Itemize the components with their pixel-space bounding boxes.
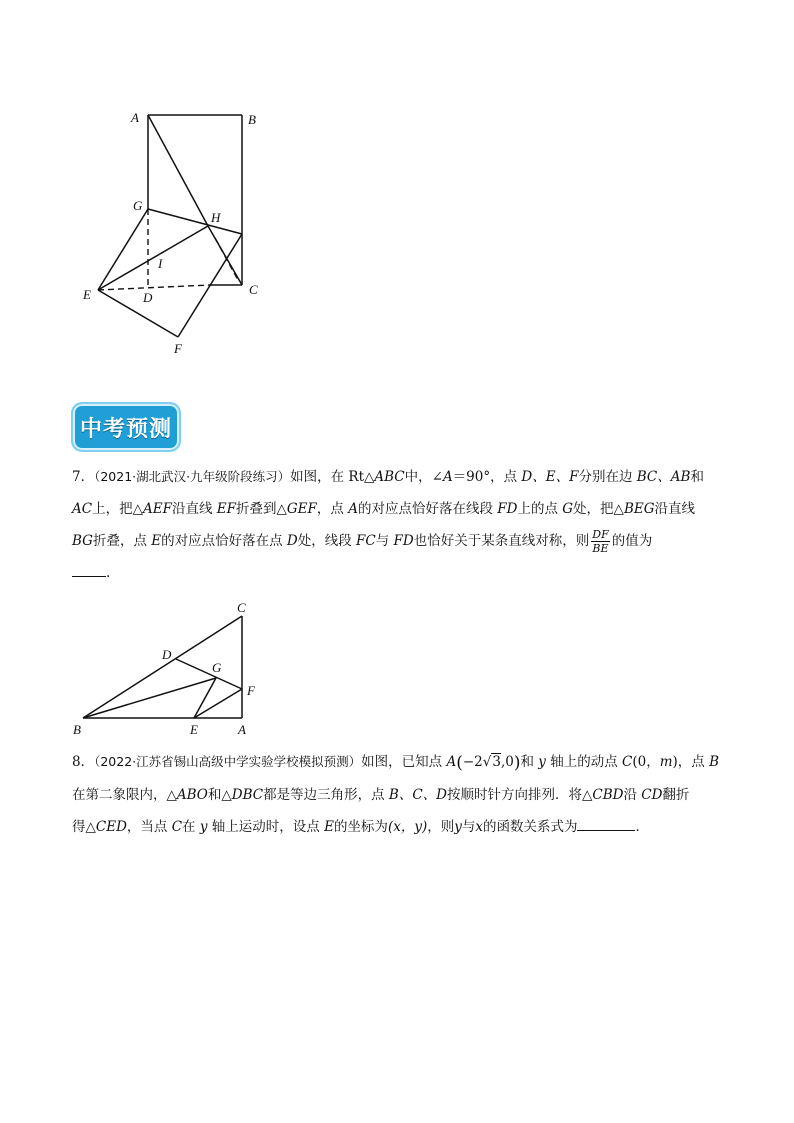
q7-text: 处，线段 (297, 533, 357, 549)
q8-math: ,0 (500, 754, 514, 770)
label-a: A (238, 722, 246, 737)
segment-gh (148, 209, 242, 234)
label-d: D (162, 647, 172, 662)
q7-math: BEG (623, 501, 655, 517)
label-i: I (158, 256, 163, 271)
q7-math: G (562, 501, 574, 517)
q8-text: 的坐标为 (333, 819, 388, 835)
answer-blank (72, 575, 106, 577)
q7-math: E (151, 533, 162, 549)
q8-math: ) (672, 754, 678, 770)
q7-line-1 (72, 461, 722, 493)
q7-text: 也恰好关于某条直线对称，则 (413, 533, 590, 549)
q7-math: BC、AB (636, 469, 691, 485)
q8-text: 得△ (72, 819, 96, 835)
q8-math: 3 (492, 754, 501, 770)
q8-text: ，则 (427, 819, 455, 835)
paren-right: ) (513, 753, 521, 773)
q7-text: 分别在边 (578, 469, 637, 485)
q7-text: 处，把△ (573, 501, 624, 517)
segment-ah (148, 115, 208, 226)
q8-math: −2 (462, 754, 483, 770)
q7-text: . (106, 565, 111, 581)
q8-text: 的函数关系式为 (482, 819, 578, 835)
q8-math: y (454, 819, 462, 835)
q7-text: 的值为 (611, 533, 653, 549)
q7-math: EF (216, 501, 236, 517)
q7-text: 沿直线 (654, 501, 695, 517)
q7-text: 折叠到△ (236, 501, 287, 517)
q7-math: FD (393, 533, 414, 549)
q7-line-3 (72, 525, 722, 557)
q7-math: FD (497, 501, 518, 517)
q7-math: GEF (286, 501, 317, 517)
q8-math: CD (641, 787, 663, 803)
fraction-denominator: BE (592, 542, 609, 555)
q7-math: A (348, 501, 358, 517)
q7-text: ＝90°，点 (452, 469, 522, 485)
q7-text: 的对应点恰好落在点 (161, 533, 287, 549)
q7-text: 上，把△ (92, 501, 143, 517)
q7-text: 沿直线 (171, 501, 217, 517)
q7-text: 和 (690, 469, 704, 485)
q8-text: 和 (520, 754, 539, 770)
q7-number: 7． (72, 469, 95, 485)
q8-text: 在第二象限内，△ (72, 787, 177, 803)
label-h: H (211, 210, 221, 225)
q8-text: 翻折 (662, 787, 690, 803)
section-badge (71, 402, 181, 452)
q8-source: （2022·江苏省锡山高级中学实验学校模拟预测） (94, 754, 362, 769)
q7-text: 的对应点恰好落在线段 (357, 501, 498, 517)
q8-math: x (475, 819, 483, 835)
q8-text: 如图，已知点 (361, 754, 447, 770)
dashed-ed (98, 285, 210, 290)
label-f: F (174, 341, 182, 356)
fraction-df-be (591, 528, 609, 555)
q7-math: AC (72, 501, 93, 517)
q8-text: 和△ (207, 787, 232, 803)
q8-text: 与 (461, 819, 476, 835)
q8-line-1 (72, 746, 722, 779)
q8-text: 轴上的动点 (545, 754, 622, 770)
q8-math: CBD (592, 787, 624, 803)
segment-bg (83, 678, 216, 718)
q8-math: CED (95, 819, 127, 835)
q7-text: 折叠，点 (92, 533, 152, 549)
label-e: E (190, 722, 198, 737)
q8-text: 按顺时针方向排列．将△ (446, 787, 593, 803)
q8-text: 轴上运动时，设点 (207, 819, 325, 835)
q8-line-3 (72, 811, 722, 843)
q7-line-4 (72, 557, 722, 589)
label-f: F (247, 683, 255, 698)
q7-math: D (286, 533, 298, 549)
q8-math: A (446, 754, 457, 770)
segment-ge (98, 209, 148, 290)
q8-math: C (171, 819, 183, 835)
q8-text: 沿 (623, 787, 642, 803)
q7-math: AEF (142, 501, 172, 517)
answer-blank (577, 829, 635, 831)
q8-text: 在 (182, 819, 200, 835)
q8-line-2 (72, 779, 722, 811)
figure-2-geometry (70, 598, 270, 738)
q8-text: ． (635, 819, 649, 835)
segment-ef (98, 290, 178, 337)
q7-text: 上的点 (517, 501, 563, 517)
fraction-numerator: DF (592, 528, 609, 541)
label-c: C (237, 600, 246, 615)
q8-math: B、C、D (388, 787, 447, 803)
q8-text: ，点 (677, 754, 710, 770)
question-7 (72, 461, 722, 589)
label-b: B (73, 722, 81, 737)
label-e: E (83, 287, 91, 302)
label-g: G (133, 198, 143, 213)
q8-math: y (538, 754, 546, 770)
q8-math: (0， (632, 754, 660, 770)
q8-text: 都是等边三角形，点 (263, 787, 389, 803)
q8-math: y (199, 819, 208, 835)
q7-line-2 (72, 493, 722, 525)
label-b: B (248, 112, 256, 127)
q8-number: 8． (72, 754, 95, 770)
q8-math: (x，y) (387, 819, 428, 835)
section-badge-text: 中考预测 (79, 416, 172, 442)
q8-math: E (324, 819, 334, 835)
segment-eh (98, 226, 208, 290)
figure-1-geometry (70, 100, 290, 365)
paren-left: ( (456, 753, 463, 773)
label-c: C (249, 282, 258, 297)
q8-math: B (709, 754, 720, 770)
q8-math: ABO (176, 787, 208, 803)
q7-math: BG (72, 533, 93, 549)
q7-text: 中，∠ (404, 469, 443, 485)
q8-math: DBC (231, 787, 264, 803)
q7-math: D、E、F (521, 469, 579, 485)
q7-text: 与 (375, 533, 394, 549)
q7-math: A (442, 469, 453, 485)
label-d: D (143, 290, 153, 305)
q7-text: 如图，在 Rt△ (290, 469, 375, 485)
q7-math: ABC (374, 469, 405, 485)
sqrt-symbol: √ (482, 754, 492, 770)
question-8 (72, 746, 722, 843)
label-a: A (131, 110, 139, 125)
q8-text: ，当点 (126, 819, 172, 835)
q7-source: （2021·湖北武汉·九年级阶段练习） (94, 469, 291, 484)
label-g: G (212, 660, 222, 675)
q7-math: FC (356, 533, 376, 549)
q7-text: ，点 (316, 501, 349, 517)
segment-df (176, 659, 242, 689)
q8-math: m (659, 754, 673, 770)
q8-math: C (622, 754, 633, 770)
